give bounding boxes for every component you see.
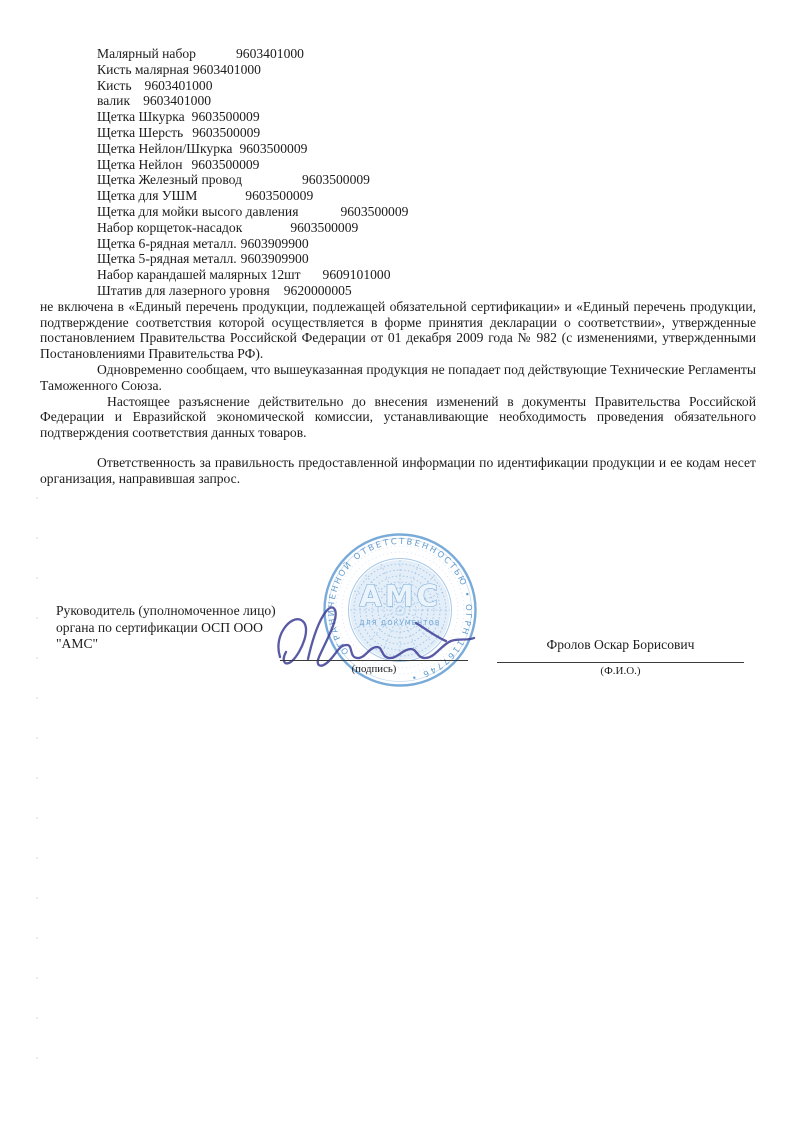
signatory-title-line1: Руководитель (уполномоченное лицо) — [56, 603, 276, 618]
product-name: Щетка Шкурка — [97, 109, 185, 125]
product-name: Кисть — [97, 77, 132, 93]
product-code: 9603401000 — [192, 61, 261, 77]
signatory-title — [56, 603, 326, 653]
product-name: валик — [97, 93, 131, 109]
product-code: 9603500009 — [340, 203, 409, 219]
spacer — [197, 199, 245, 200]
product-list — [97, 46, 756, 299]
spacer — [301, 278, 323, 279]
product-name: Щетка Шерсть — [97, 124, 184, 140]
spacer — [130, 104, 143, 105]
product-code: 9603401000 — [144, 77, 213, 93]
stamp-ring-text: ОГРАНИЧЕННОЙ ОТВЕТСТВЕННОСТЬЮ • ОГРН 1167746 • — [325, 535, 475, 684]
product-name: Щетка 5-рядная металл. — [97, 251, 237, 267]
product-name: Кисть малярная — [97, 61, 189, 77]
product-row — [97, 204, 756, 220]
spacer — [132, 89, 145, 90]
product-row — [97, 188, 756, 204]
spacer — [185, 120, 192, 121]
product-row — [97, 109, 756, 125]
product-code: 9603909900 — [240, 251, 309, 267]
spacer — [242, 183, 302, 184]
product-name: Штатив для лазерного уровня — [97, 282, 270, 298]
product-name: Набор карандашей малярных 12шт — [97, 267, 301, 283]
product-code: 9603500009 — [302, 172, 370, 188]
product-code: 9603500009 — [290, 219, 359, 235]
spacer — [196, 57, 236, 58]
product-row — [97, 78, 756, 94]
product-name: Набор корщеток-насадок — [97, 219, 243, 235]
product-row — [97, 93, 756, 109]
signature-line — [280, 660, 468, 661]
product-name: Щетка Нейлон — [97, 156, 183, 172]
paragraph-responsibility: Ответственность за правильность предоставленной информации по идентификации продукции и ее кодам несет организация, направившая запрос. — [40, 454, 756, 486]
stamp-center-text: АМС — [359, 579, 441, 613]
product-row — [97, 172, 756, 188]
stamp-sub-text: ДЛЯ ДОКУМЕНТОВ — [359, 619, 441, 627]
product-code: 9603909900 — [240, 235, 309, 251]
product-code: 9603401000 — [235, 46, 304, 61]
spacer — [298, 215, 340, 216]
fio-line — [497, 662, 744, 663]
spacer — [242, 231, 290, 232]
product-code: 9620000005 — [283, 282, 352, 298]
product-code: 9603500009 — [245, 188, 314, 204]
spacer — [183, 168, 192, 169]
product-code: 9603401000 — [143, 93, 212, 109]
product-name: Щетка для мойки высого давления — [97, 203, 299, 219]
product-name: Щетка Железный провод — [97, 172, 242, 188]
product-code: 9603500009 — [191, 156, 260, 172]
spacer — [183, 136, 192, 137]
product-code: 9603500009 — [239, 140, 308, 156]
signatory-title-line3: "АМС" — [56, 636, 99, 652]
product-row — [97, 141, 756, 157]
product-code: 9603500009 — [191, 109, 260, 125]
product-row — [97, 46, 756, 62]
product-row — [97, 236, 756, 252]
signature-caption: (подпись) — [351, 663, 397, 675]
product-name: Щетка 6-рядная металл. — [97, 235, 237, 251]
product-row — [97, 267, 756, 283]
product-row — [97, 62, 756, 78]
spacer — [270, 294, 284, 295]
signatory-full-name: Фролов Оскар Борисович — [546, 637, 695, 652]
product-row — [97, 283, 756, 299]
paragraph-technical-regulations: Одновременно сообщаем, что вышеуказанная продукция не попадает под действующие Технические Регламенты Таможенного Союза. — [40, 361, 756, 393]
product-code: 9603500009 — [192, 124, 261, 140]
product-name: Щетка Нейлон/Шкурка — [97, 140, 233, 156]
paragraph-certification: не включена в «Единый перечень продукции, подлежащей обязательной сертификации» и «Единый перечень продукции, подтверждение соответствия которой осуществляется в форме принятия декларации о соответствии», утвержденные постановлением Правительства Российской Федерации от 01 декабря 2009 года № 982 (с изменениями, утвержденными Постановлениями Правительства РФ). — [40, 298, 756, 362]
product-name: Щетка для УШМ — [97, 188, 198, 204]
product-row — [97, 251, 756, 267]
signatory-title-line2: органа по сертификации ОСП ООО — [56, 619, 263, 635]
product-row — [97, 125, 756, 141]
product-name: Малярный набор — [97, 46, 196, 61]
paragraph-validity: Настоящее разъяснение действительно до внесения изменений в документы Правительства Российской Федерации и Евразийской экономической комиссии, устанавливающие необходимость проведения обязательного подтверждения соответствия данных товаров. — [40, 393, 756, 441]
product-code: 9609101000 — [322, 267, 391, 283]
document-body — [40, 46, 756, 487]
scan-artifacts — [36, 497, 38, 1062]
fio-caption: (Ф.И.О.) — [600, 665, 641, 677]
product-row — [97, 157, 756, 173]
product-row — [97, 220, 756, 236]
